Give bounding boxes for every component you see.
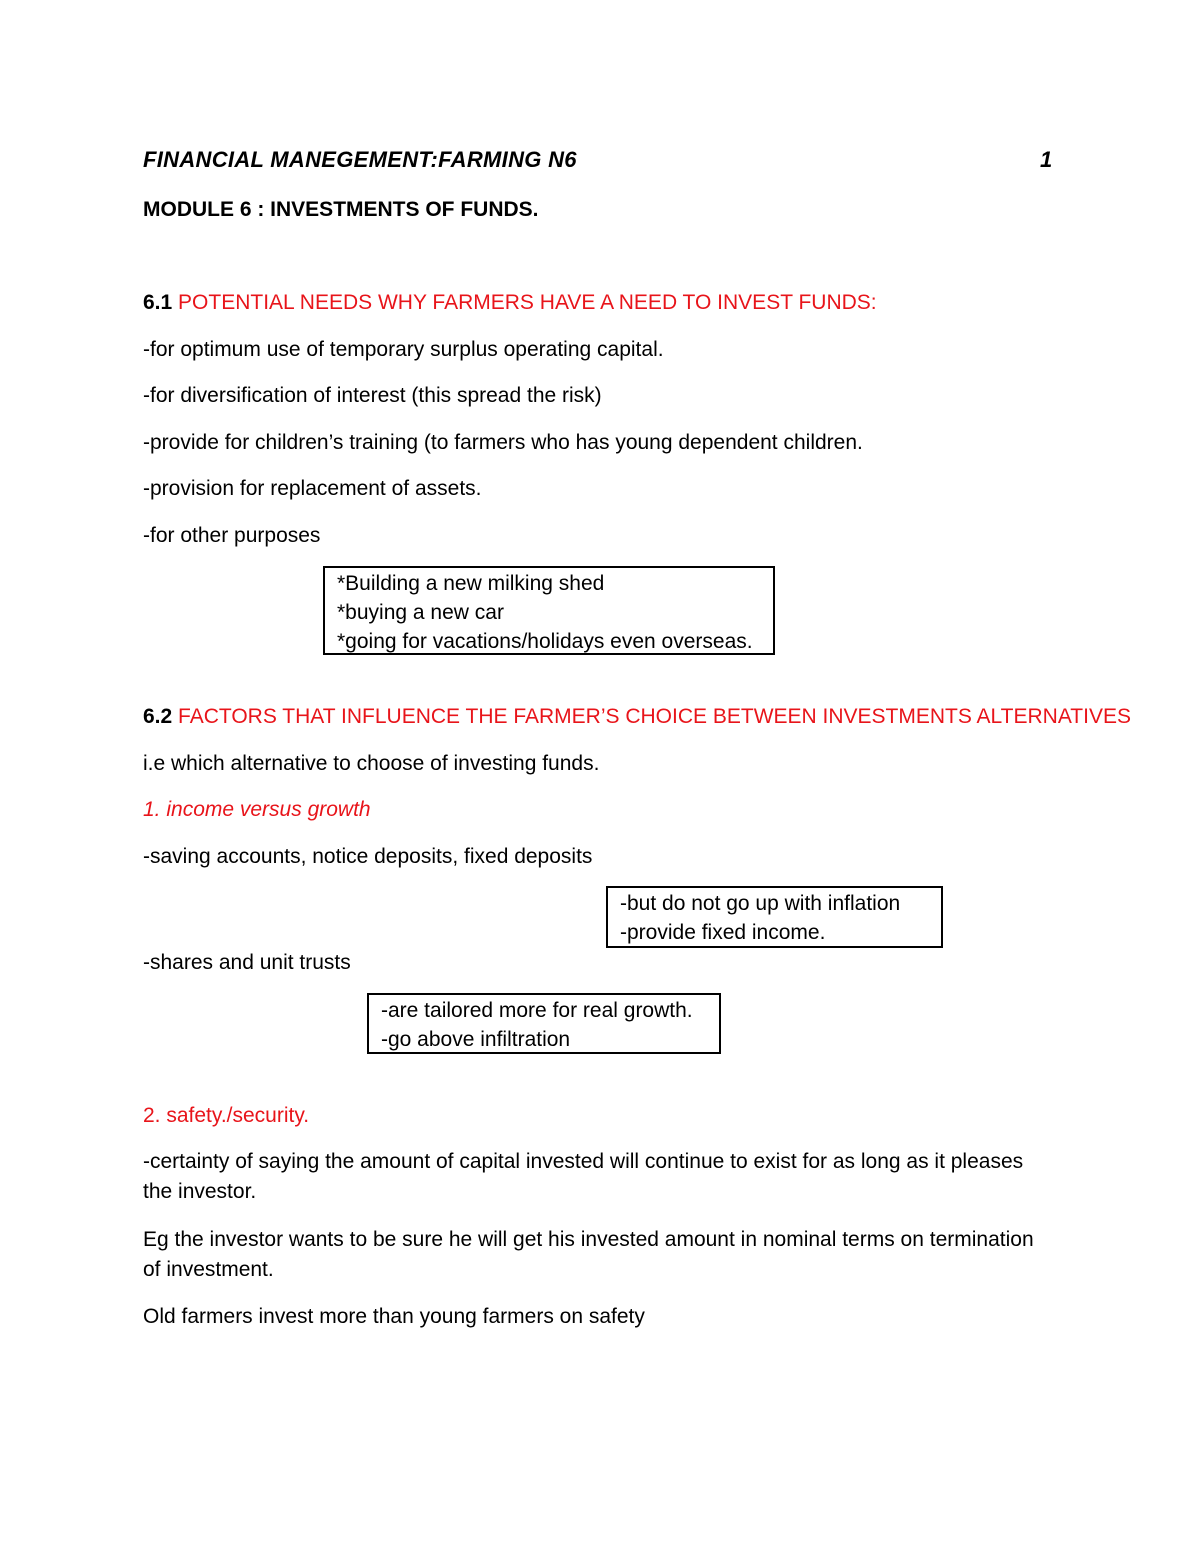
box-item: -go above infiltration: [381, 1028, 571, 1051]
box-item: -provide fixed income.: [620, 921, 826, 944]
list-item: -for other purposes: [143, 524, 321, 547]
list-item: -for optimum use of temporary surplus operating capital.: [143, 338, 664, 361]
section-6-2-heading: [143, 704, 1131, 730]
section-number: 6.1: [143, 291, 173, 314]
box-item: *buying a new car: [337, 601, 504, 624]
list-item: -provision for replacement of assets.: [143, 477, 482, 500]
list-item: -provide for children’s training (to farmers who has young dependent children.: [143, 431, 863, 454]
section-intro: i.e which alternative to choose of investing funds.: [143, 752, 600, 775]
section-6-1-heading: [143, 290, 877, 316]
box-item: *Building a new milking shed: [337, 572, 605, 595]
factor-2-title: 2. safety./security.: [143, 1104, 310, 1127]
shares-note-box: [367, 993, 721, 1054]
section-heading-text: FACTORS THAT INFLUENCE THE FARMER’S CHOICE BETWEEN INVESTMENTS ALTERNATIVES: [178, 705, 1131, 728]
section-heading-text: POTENTIAL NEEDS WHY FARMERS HAVE A NEED TO INVEST FUNDS:: [178, 291, 877, 314]
deposits-note-box: [606, 886, 943, 948]
box-item: -are tailored more for real growth.: [381, 999, 693, 1022]
factor-1-title: 1. income versus growth: [143, 798, 371, 821]
factor-2-paragraph: -certainty of saying the amount of capital invested will continue to exist for as long as it pleases the investor.: [143, 1150, 1024, 1203]
page-number: 1: [1040, 147, 1053, 172]
factor-2-paragraph: Eg the investor wants to be sure he will get his invested amount in nominal terms on termination of investment.: [143, 1228, 1034, 1281]
box-item: *going for vacations/holidays even overseas.: [337, 630, 753, 653]
factor-1-line-b: -shares and unit trusts: [143, 951, 351, 974]
box-item: -but do not go up with inflation: [620, 892, 901, 915]
list-item: -for diversification of interest (this spread the risk): [143, 384, 602, 407]
section-number: 6.2: [143, 705, 173, 728]
factor-2-paragraph: Old farmers invest more than young farmers on safety: [143, 1305, 645, 1328]
other-purposes-box: [323, 566, 775, 655]
document-header-title: FINANCIAL MANEGEMENT:FARMING N6: [143, 147, 577, 172]
module-title: MODULE 6 : INVESTMENTS OF FUNDS.: [143, 198, 539, 221]
factor-1-line-a: -saving accounts, notice deposits, fixed deposits: [143, 845, 593, 868]
